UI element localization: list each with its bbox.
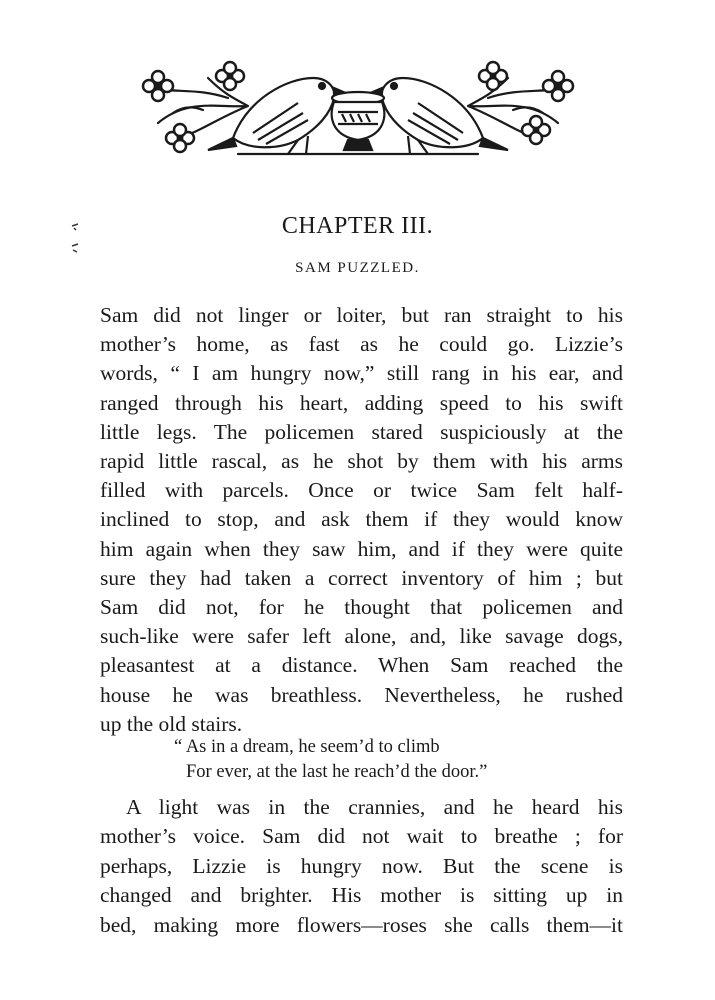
text-line: such-like were safer left alone, and, like savage dogs, — [100, 624, 623, 649]
paragraph-2 — [100, 793, 623, 940]
text-line: Sam did not linger or loiter, but ran straight to his — [100, 303, 623, 327]
quoted-verse — [174, 735, 487, 785]
text-line: house he was breathless. Nevertheless, he rushed — [100, 682, 623, 707]
text-line: mother’s voice. Sam did not wait to breathe ; for — [100, 824, 623, 849]
birds-and-urn-headpiece-icon — [138, 58, 578, 158]
text-line: A light was in the crannies, and he heard his — [126, 795, 623, 819]
text-line: words, “ I am hungry now,” still rang in his ear, and — [100, 361, 623, 386]
text-line: him again when they saw him, and if they were quite — [100, 536, 623, 561]
text-line: rapid little rascal, as he shot by them with his arms — [100, 449, 623, 474]
verse-line: “ As in a dream, he seem’d to climb — [174, 737, 440, 757]
chapter-subtitle: SAM PUZZLED. — [295, 260, 420, 276]
text-line: filled with parcels. Once or twice Sam felt half- — [100, 478, 623, 503]
chapter-title: CHAPTER III. — [281, 213, 434, 239]
text-line: little legs. The policemen stared suspiciously at the — [100, 419, 623, 444]
text-line: inclined to stop, and ask them if they would know — [100, 507, 623, 532]
paragraph-1 — [100, 301, 623, 739]
text-line: perhaps, Lizzie is hungry now. But the scene is — [100, 853, 623, 878]
text-line: Sam did not, for he thought that policemen and — [100, 595, 623, 620]
text-line: pleasantest at a distance. When Sam reached the — [100, 653, 623, 678]
text-line: sure they had taken a correct inventory of him ; but — [100, 565, 623, 590]
text-line: up the old stairs. — [100, 711, 243, 736]
text-line: changed and brighter. His mother is sitting up in — [100, 883, 623, 908]
verse-line: For ever, at the last he reach’d the door.” — [186, 762, 488, 782]
text-line: ranged through his heart, adding speed to his swift — [100, 390, 623, 415]
text-line: mother’s home, as fast as he could go. Lizzie’s — [100, 332, 623, 357]
text-line: bed, making more flowers—roses she calls them—it — [100, 912, 623, 937]
